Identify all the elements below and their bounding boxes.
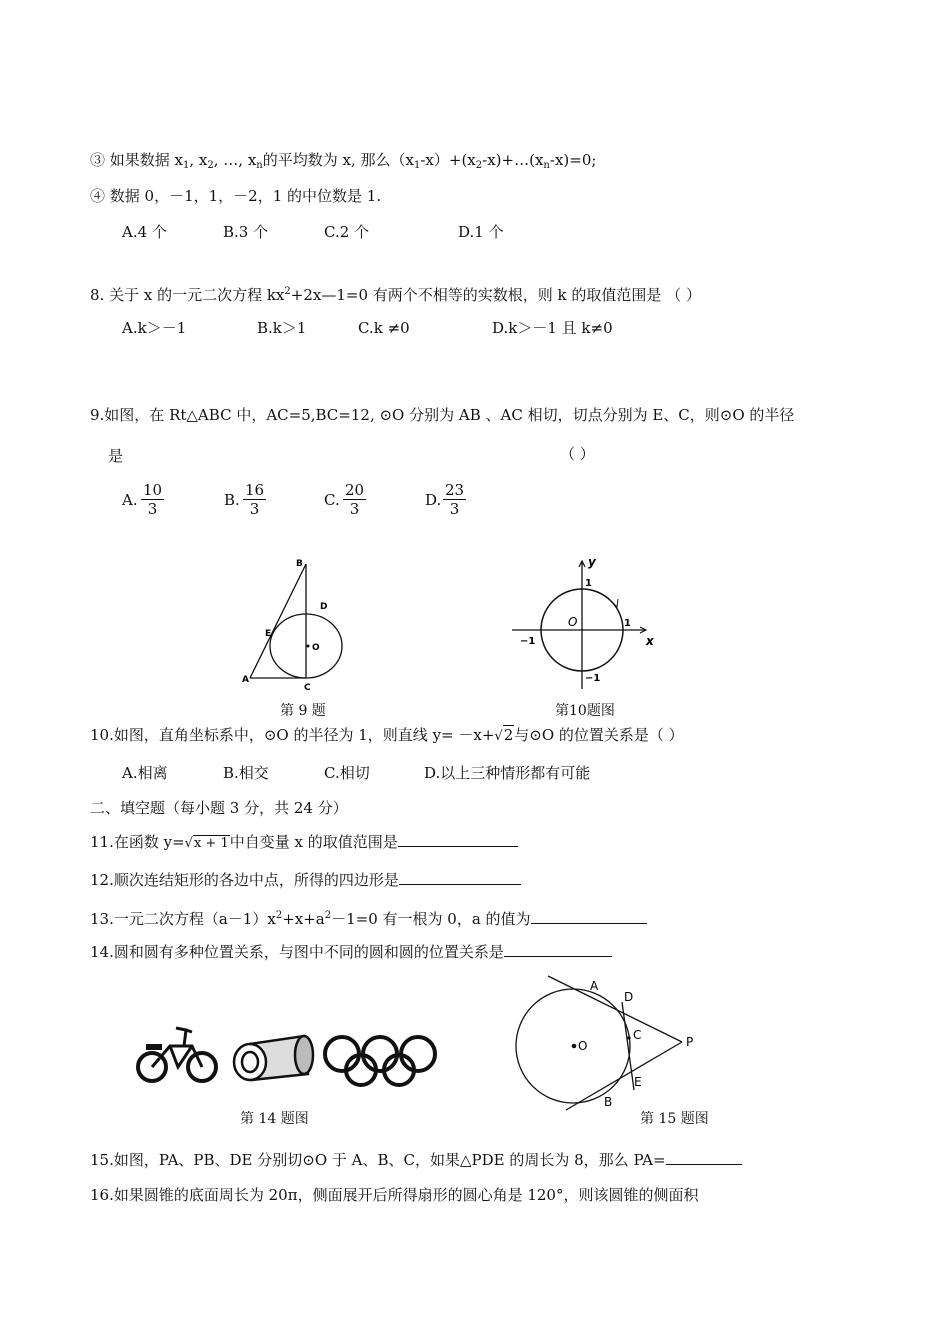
answer-blank[interactable] xyxy=(398,832,518,847)
answer-blank[interactable] xyxy=(666,1150,742,1165)
q14-stem-text: 14.圆和圆有多种位置关系，与图中不同的圆和圆的位置关系是 xyxy=(90,943,504,961)
q7-item3-text: -x）+(x xyxy=(420,151,476,169)
superscript: 2 xyxy=(324,910,332,921)
label-a: A xyxy=(590,979,599,993)
subscript: n xyxy=(543,160,550,171)
segment-ab xyxy=(250,564,306,678)
q11-stem xyxy=(90,832,518,854)
q10-option-a: A.相离 xyxy=(122,764,168,782)
q13-stem xyxy=(90,906,647,929)
denominator: 3 xyxy=(249,500,260,518)
q10-figure xyxy=(508,553,658,693)
answer-blank[interactable] xyxy=(531,909,647,924)
label-x: x xyxy=(646,634,654,648)
q9-option-b-fraction xyxy=(243,481,266,518)
section-2-heading: 二、填空题（每小题 3 分，共 24 分） xyxy=(90,799,348,817)
q7-item3 xyxy=(90,150,596,176)
q10-option-c: C.相切 xyxy=(324,764,370,782)
q7-item3-text: , x xyxy=(189,151,208,169)
subscript: 1 xyxy=(413,160,421,171)
numerator: 16 xyxy=(245,481,265,499)
tube-icon xyxy=(234,1036,313,1080)
q7-item3-text: -x)=0; xyxy=(549,151,597,169)
q10-stem-text: 10.如图，直角坐标系中，⊙O 的半径为 1，则直线 y= －x+ xyxy=(90,726,495,744)
q15-caption: 第 15 题图 xyxy=(640,1111,709,1127)
subscript: 2 xyxy=(475,160,483,171)
q8-option-c: C.k ≠0 xyxy=(358,319,410,337)
option-label: A. xyxy=(122,491,138,509)
q14-stem xyxy=(90,942,612,962)
sqrt-sign: √ xyxy=(494,729,503,744)
q9-answer-paren: （ ） xyxy=(560,445,595,463)
label-y: y xyxy=(588,555,596,569)
q9-option-d xyxy=(425,490,441,510)
q7-item3-text: 的平均数为 x, 那么（x xyxy=(262,151,414,169)
option-label: B. xyxy=(224,491,240,509)
q9-option-d-fraction xyxy=(443,481,466,518)
q8-option-a: A.k＞－1 xyxy=(122,319,187,337)
q7-option-a: A.4 个 xyxy=(122,223,167,241)
q8-stem xyxy=(90,282,701,305)
q12-stem xyxy=(90,870,521,890)
q11-stem-text: 11.在函数 y= xyxy=(90,833,185,851)
label-o: O xyxy=(312,643,320,653)
subscript: 2 xyxy=(207,160,214,171)
q9-option-a xyxy=(122,490,138,510)
q13-stem-text: 13.一元二次方程（a－1）x xyxy=(90,910,276,928)
q7-option-d: D.1 个 xyxy=(458,223,504,241)
q10-caption: 第10题图 xyxy=(555,703,615,719)
center-o-dot xyxy=(572,1044,577,1049)
label-d: D xyxy=(320,602,328,612)
numerator: 20 xyxy=(345,481,365,499)
q7-item4: ④ 数据 0，－1，1，－2，1 的中位数是 1. xyxy=(90,187,382,205)
q15-stem xyxy=(90,1150,742,1170)
label-d: D xyxy=(624,990,634,1004)
label-e: E xyxy=(634,1075,642,1089)
q16-stem: 16.如果圆锥的底面周长为 20π，侧面展开后所得扇形的圆心角是 120°，则该圆锥的侧面积 xyxy=(90,1186,699,1204)
label-c: C xyxy=(304,683,311,693)
label-b: B xyxy=(604,1095,613,1109)
q8-option-d: D.k＞－1 且 k≠0 xyxy=(492,319,613,337)
q10-option-d: D.以上三种情形都有可能 xyxy=(424,764,591,782)
q9-option-c xyxy=(324,490,340,510)
label-e: E xyxy=(265,629,272,639)
olympic-rings-icon xyxy=(325,1037,435,1085)
label-one-top: 1 xyxy=(585,578,592,589)
subscript: 1 xyxy=(183,160,190,171)
option-label: D. xyxy=(425,491,442,509)
superscript: 2 xyxy=(284,286,291,297)
denominator: 3 xyxy=(449,500,460,518)
point-c-dot xyxy=(627,1036,630,1039)
superscript: 2 xyxy=(275,910,283,921)
q13-stem-text: －1=0 有一根为 0，a 的值为 xyxy=(331,910,531,928)
q9-option-c-fraction xyxy=(343,481,366,518)
q9-stem-cont: 是 xyxy=(108,447,124,465)
q7-item3-text: -x)+…(x xyxy=(482,151,544,169)
tangent-pa xyxy=(548,976,682,1042)
bicycle-icon xyxy=(138,1028,216,1081)
label-o: O xyxy=(568,615,578,629)
label-neg-left: −1 xyxy=(520,636,536,647)
q8-option-b: B.k＞1 xyxy=(257,319,307,337)
label-neg-bottom: −1 xyxy=(585,673,601,684)
q7-option-c: C.2 个 xyxy=(324,223,370,241)
label-c: C xyxy=(633,1028,642,1042)
subscript: n xyxy=(256,160,263,171)
q9-figure xyxy=(236,556,356,694)
q14-figure xyxy=(132,1022,437,1092)
label-one-right: 1 xyxy=(624,618,631,629)
q8-stem-text: 8. 关于 x 的一元二次方程 kx xyxy=(90,286,285,304)
sqrt-sign: √ xyxy=(184,836,193,851)
sqrt-radicand: x + 1 xyxy=(193,836,229,851)
denominator: 3 xyxy=(147,500,158,518)
q9-caption: 第 9 题 xyxy=(280,703,326,719)
q12-stem-text: 12.顺次连结矩形的各边中点，所得的四边形是 xyxy=(90,871,399,889)
q9-option-a-fraction xyxy=(141,481,164,518)
q10-option-b: B.相交 xyxy=(223,764,269,782)
q15-figure xyxy=(508,972,708,1114)
q9-option-b xyxy=(224,490,240,510)
q13-stem-text: +x+a xyxy=(282,910,325,928)
numerator: 10 xyxy=(143,481,163,499)
option-label: C. xyxy=(324,491,340,509)
q9-stem: 9.如图，在 Rt△ABC 中，AC=5,BC=12, ⊙O 分别为 AB 、AC 相切，切点分别为 E、C，则⊙O 的半径 xyxy=(90,406,795,424)
q11-stem-text: 中自变量 x 的取值范围是 xyxy=(229,833,398,851)
answer-blank[interactable] xyxy=(504,942,612,957)
numerator: 23 xyxy=(445,481,465,499)
sqrt-radicand: 2 xyxy=(503,726,514,744)
q8-stem-text: +2x—1=0 有两个不相等的实数根，则 k 的取值范围是 （ ） xyxy=(290,286,701,304)
denominator: 3 xyxy=(349,500,360,518)
q7-item3-text: , …, x xyxy=(213,151,257,169)
label-b: B xyxy=(296,559,303,569)
label-p: P xyxy=(686,1035,694,1049)
q15-stem-text: 15.如图，PA、PB、DE 分别切⊙O 于 A、B、C，如果△PDE 的周长为 8，那么 PA= xyxy=(90,1151,666,1169)
label-a: A xyxy=(242,675,249,685)
q14-caption: 第 14 题图 xyxy=(240,1111,309,1127)
q7-item3-text: ③ 如果数据 x xyxy=(90,151,183,169)
answer-blank[interactable] xyxy=(399,870,521,885)
q10-stem xyxy=(90,725,684,747)
q7-option-b: B.3 个 xyxy=(223,223,269,241)
label-o: O xyxy=(578,1039,588,1053)
q10-stem-text: 与⊙O 的位置关系是（ ） xyxy=(514,726,684,744)
center-o-dot xyxy=(307,645,310,648)
